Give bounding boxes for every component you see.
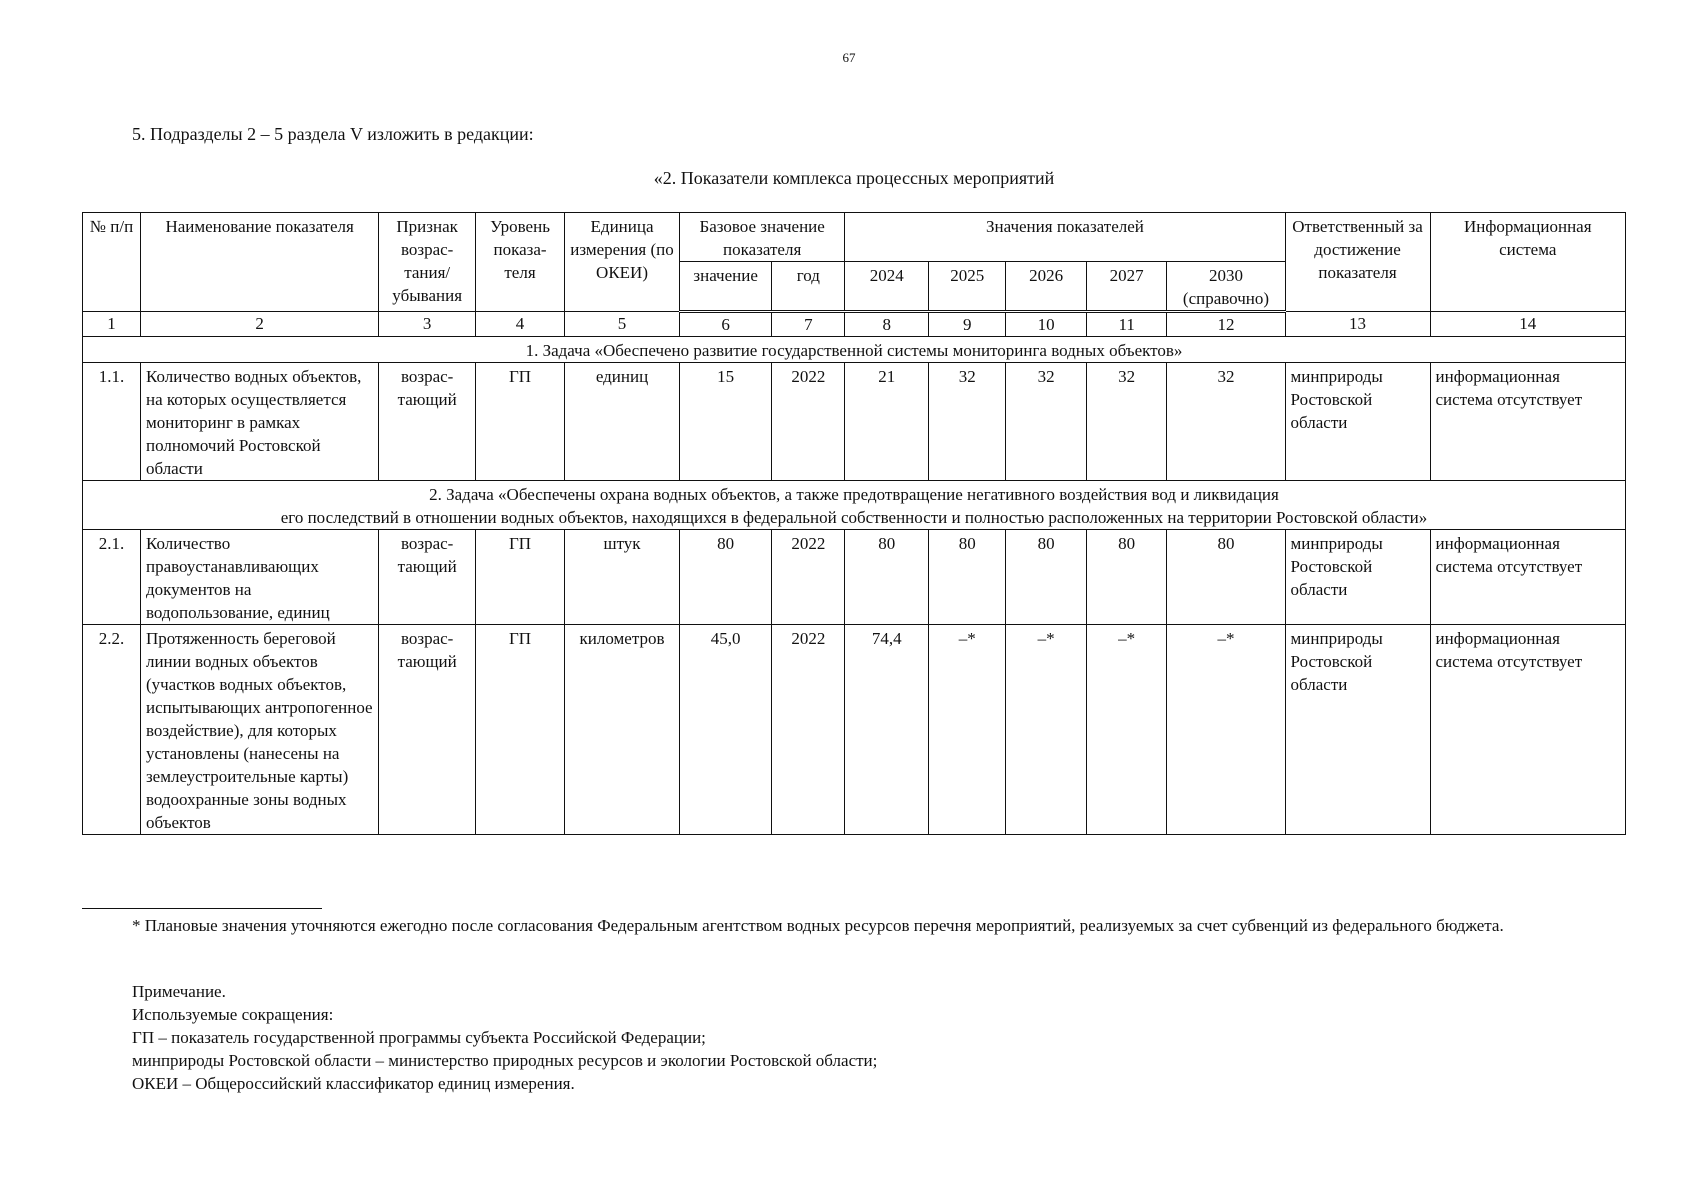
page-number: 67 [842,50,856,65]
header-row-1 [83,213,1626,262]
base-year: 2022 [772,363,845,481]
table-title: «2. Показатели комплекса процессных мероприятий [653,168,1055,188]
task-1-heading: 1. Задача «Обеспечено развитие государственной системы мониторинга водных объектов» [83,337,1626,363]
header-infosystem: Информационная система [1430,213,1626,312]
indicator-name: Протяженность береговой линии водных объектов (участков водных объектов, испытывающих антропогенное воздействие), для которых установлены (нанесены на землеустроительные карты) водоохранные зоны водных объектов [140,625,378,835]
indicator-unit: километров [565,625,680,835]
value-2030: –* [1167,625,1285,835]
col-number: 4 [475,312,564,337]
value-2026: 32 [1006,363,1087,481]
header-values: Значения показателей [845,213,1285,262]
header-year-2026: 2026 [1006,262,1087,312]
indicator-unit: штук [565,530,680,625]
indicator-sign: возрас-тающий [379,363,476,481]
col-number: 13 [1285,312,1430,337]
indicator-sign: возрас-тающий [379,530,476,625]
note-abbreviation: ГП – показатель государственной программы субъекта Российской Федерации; [132,1028,706,1047]
indicator-name: Количество правоустанавливающих документов на водопользование, единиц [140,530,378,625]
value-2030: 80 [1167,530,1285,625]
value-2030: 32 [1167,363,1285,481]
header-num: № п/п [83,213,141,312]
col-number: 3 [379,312,476,337]
indicators-table [82,212,1626,835]
col-number: 8 [845,312,929,337]
value-2025: –* [929,625,1006,835]
col-number: 10 [1006,312,1087,337]
value-2024: 21 [845,363,929,481]
value-2027: 80 [1086,530,1167,625]
col-number: 1 [83,312,141,337]
col-number: 7 [772,312,845,337]
base-year: 2022 [772,625,845,835]
col-number: 6 [679,312,771,337]
col-number: 5 [565,312,680,337]
task-2-heading-line-2: его последствий в отношении водных объектов, находящихся в федеральной собственности и полностью расположенных на территории Ростовской области» [280,508,1428,527]
value-2026: 80 [1006,530,1087,625]
row-num: 2.1. [83,530,141,625]
header-name: Наименование показателя [140,213,378,312]
responsible: минприроды Ростовской области [1285,530,1430,625]
header-responsible: Ответственный за достижение показателя [1285,213,1430,312]
col-number: 2 [140,312,378,337]
col-number: 12 [1167,312,1285,337]
header-year-2024: 2024 [845,262,929,312]
header-year-2030 [1167,262,1285,312]
footnote-divider [82,908,322,909]
header-base-value: значение [679,262,771,312]
value-2027: 32 [1086,363,1167,481]
header-year-2030-label: 2030 [1208,266,1243,285]
task-1-row [83,337,1626,363]
header-sign: Признак возрас-тания/ убывания [379,213,476,312]
base-value: 80 [679,530,771,625]
indicator-sign: возрас-тающий [379,625,476,835]
table-row [83,530,1626,625]
value-2024: 74,4 [845,625,929,835]
row-num: 2.2. [83,625,141,835]
row-num: 1.1. [83,363,141,481]
table-row [83,363,1626,481]
indicator-level: ГП [475,530,564,625]
header-year-2025: 2025 [929,262,1006,312]
col-number: 9 [929,312,1006,337]
note-abbreviation: минприроды Ростовской области – министерство природных ресурсов и экологии Ростовской области; [132,1051,878,1070]
responsible: минприроды Ростовской области [1285,363,1430,481]
value-2027: –* [1086,625,1167,835]
indicator-unit: единиц [565,363,680,481]
responsible: минприроды Ростовской области [1285,625,1430,835]
value-2025: 80 [929,530,1006,625]
task-2-heading-line-1: 2. Задача «Обеспечены охрана водных объектов, а также предотвращение негативного воздействия вод и ликвидация [429,485,1279,504]
indicator-level: ГП [475,363,564,481]
table-row [83,625,1626,835]
value-2025: 32 [929,363,1006,481]
footnote: * Плановые значения уточняются ежегодно после согласования Федеральным агентством водных ресурсов перечня мероприятий, реализуемых за счет субвенций из федерального бюджета. [132,916,1504,935]
col-number: 14 [1430,312,1626,337]
header-year-2030-note: (справочно) [1182,289,1270,308]
header-unit: Единица измерения (по ОКЕИ) [565,213,680,312]
header-base-year: год [772,262,845,312]
task-2-heading [83,481,1626,530]
column-numbers-row [83,312,1626,337]
indicator-name: Количество водных объектов, на которых осуществляется мониторинг в рамках полномочий Ростовской области [140,363,378,481]
value-2026: –* [1006,625,1087,835]
notes-block [132,980,877,1095]
note-heading: Примечание. [132,982,226,1001]
header-base: Базовое значение показателя [679,213,844,262]
header-year-2027: 2027 [1086,262,1167,312]
base-value: 45,0 [679,625,771,835]
infosystem: информационная система отсутствует [1430,363,1626,481]
header-level: Уровень показа-теля [475,213,564,312]
intro-paragraph: 5. Подразделы 2 – 5 раздела V изложить в редакции: [132,124,534,144]
note-abbreviations-title: Используемые сокращения: [132,1005,334,1024]
base-year: 2022 [772,530,845,625]
infosystem: информационная система отсутствует [1430,530,1626,625]
note-abbreviation: ОКЕИ – Общероссийский классификатор единиц измерения. [132,1074,575,1093]
value-2024: 80 [845,530,929,625]
base-value: 15 [679,363,771,481]
infosystem: информационная система отсутствует [1430,625,1626,835]
indicator-level: ГП [475,625,564,835]
col-number: 11 [1086,312,1167,337]
task-2-row [83,481,1626,530]
